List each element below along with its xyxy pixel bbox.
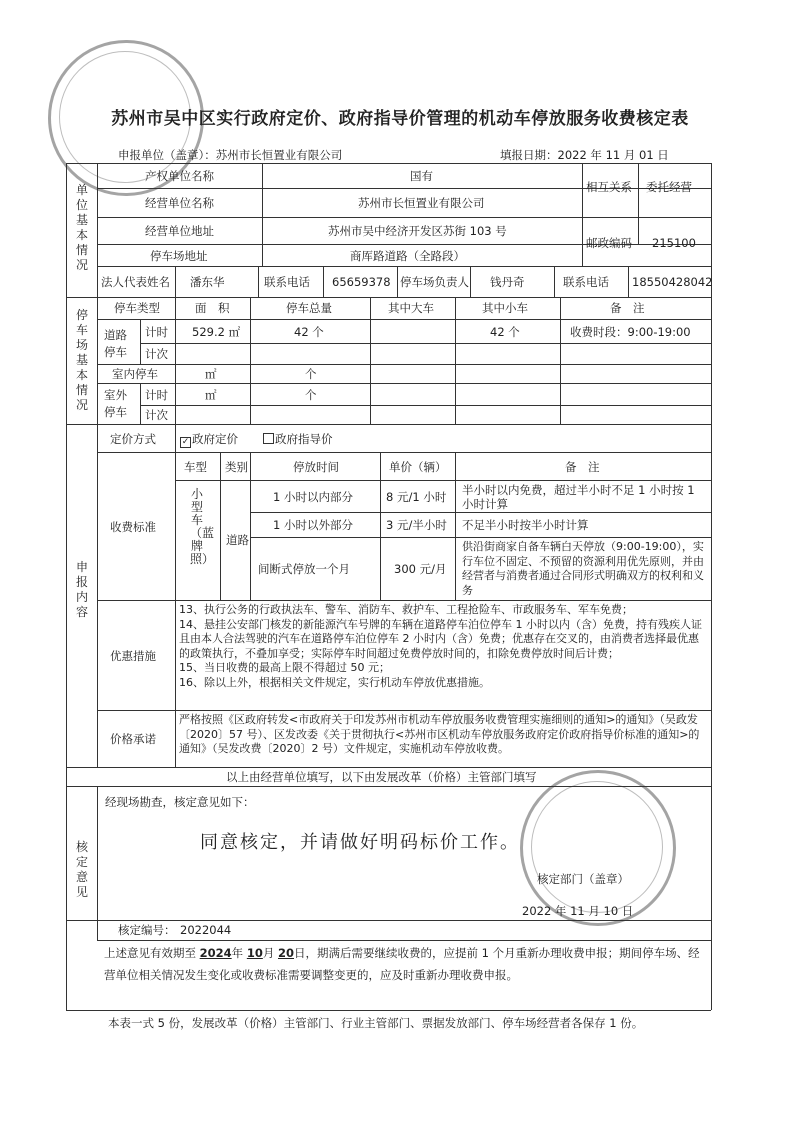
- fee-header-vehicle: 车型: [184, 460, 207, 474]
- fee-row-3-note: 供沿街商家自备车辆白天停放（9:00-19:00），实行车位不固定、不预留的资源利用优先原则，并由经营者与消费者通过合同形式明确双方的权利和义务: [462, 540, 704, 597]
- legal-rep-label: 法人代表姓名: [101, 275, 170, 289]
- vehicle-type: 小型车（蓝牌照）: [190, 487, 215, 566]
- indoor-area-value: ㎡: [205, 367, 217, 381]
- phone2-value: 18550428042: [632, 275, 713, 289]
- approval-number-label: 核定编号：: [118, 923, 176, 937]
- operator-label: 经营单位名称: [145, 196, 214, 210]
- validity-day: 20: [278, 946, 295, 960]
- owner-label: 产权单位名称: [145, 169, 214, 183]
- postcode-label: 邮政编码: [586, 236, 632, 250]
- handwritten-opinion: 同意核定，并请做好明码标价工作。: [200, 832, 520, 853]
- fee-standard-label: 收费标准: [110, 520, 156, 534]
- declaration-label: 申报内容: [75, 560, 88, 619]
- checked-box-icon: ✓: [181, 437, 190, 447]
- validity-text: [104, 942, 704, 986]
- commitment-label: 价格承诺: [110, 732, 156, 746]
- road-area-value: 529.2 ㎡: [192, 325, 241, 339]
- fee-row-1-time: 1 小时以内部分: [273, 490, 353, 504]
- approval-label: 核定意见: [75, 840, 88, 899]
- validity-post: 日，期满后需要继续收费的，应提前 1 个月重新办理收费申报；期间停车场、经营单位相关情况发生变化或收费标准需要调整变更的，应及时重新办理收费申报。: [104, 946, 700, 982]
- approval-intro: 经现场勘查，核定意见如下：: [105, 795, 255, 809]
- road-small-value: 42 个: [490, 325, 520, 339]
- fee-row-1-price: 8 元/1 小时: [386, 490, 447, 504]
- address-value: 苏州市吴中经济开发区苏街 103 号: [328, 224, 507, 238]
- gov-set-option: [180, 432, 238, 448]
- fee-header-note: 备 注: [565, 460, 600, 474]
- unchecked-box-icon: [263, 433, 274, 444]
- relation-label: 相互关系: [586, 180, 632, 194]
- fee-row-3-time: 间断式停放一个月: [258, 562, 350, 576]
- fee-row-3-price: 300 元/月: [394, 562, 447, 576]
- document-title: 苏州市吴中区实行政府定价、政府指导价管理的机动车停放服务收费核定表: [111, 109, 689, 129]
- postcode-value: 215100: [652, 236, 696, 250]
- fee-row-1-note: 半小时以内免费，超过半小时不足 1 小时按 1 小时计算: [462, 483, 695, 511]
- phone-value: 65659378: [332, 275, 391, 289]
- parking-header-area: 面 积: [195, 301, 230, 315]
- validity-year-unit: 年: [231, 946, 244, 960]
- outdoor-area-value: ㎡: [205, 388, 217, 402]
- pricing-method-label: 定价方式: [110, 432, 156, 446]
- lot-address-label: 停车场地址: [150, 249, 208, 263]
- discount-item: 15、当日收费的最高上限不得超过 50 元；: [179, 661, 390, 674]
- discount-item: 16、除以上外，根据相关文件规定，实行机动车停放优惠措施。: [179, 675, 490, 689]
- road-total-value: 42 个: [294, 325, 324, 339]
- operator-value: 苏州市长恒置业有限公司: [358, 196, 485, 210]
- gov-guide-option: [263, 432, 333, 446]
- phone2-label: 联系电话: [563, 275, 609, 289]
- owner-value: 国有: [410, 169, 433, 183]
- report-date: 填报日期：2022 年 11 月 01 日: [500, 148, 669, 162]
- commitment-text: 严格按照《区政府转发<市政府关于印发苏州市机动车停放服务收费管理实施细则的通知>的通知》（吴政发〔2020〕57 号）、区发改委《关于贯彻执行<苏州市区机动车停放服务政府定价政府指导价标准的通知>的通知》（吴发改费〔2020〕2 号）文件规定，实施机动车停放收费。: [179, 713, 700, 755]
- parking-info-label: 停车场基本情况: [75, 308, 88, 412]
- relation-value: 委托经营: [646, 180, 692, 194]
- approval-seal: [520, 770, 676, 926]
- lot-manager-label: 停车场负责人: [400, 275, 469, 289]
- fee-row-2-time: 1 小时以外部分: [273, 518, 353, 532]
- parking-header-note: 备 注: [610, 301, 645, 315]
- road-charge-hours: 收费时段：9:00-19:00: [570, 325, 691, 339]
- outdoor-parking-label: 室外停车: [104, 388, 127, 419]
- validity-pre: 上述意见有效期至: [104, 946, 196, 960]
- parking-header-large: 其中大车: [388, 301, 434, 315]
- validity-month: 10: [246, 946, 263, 960]
- approval-date: 2022 年 11 月 10 日: [522, 904, 634, 918]
- gov-set-label: 政府定价: [192, 432, 238, 446]
- approval-number: 2022044: [180, 923, 232, 937]
- parking-header-type: 停车类型: [114, 301, 160, 315]
- legal-rep-value: 潘东华: [190, 275, 225, 289]
- parking-header-small: 其中小车: [482, 301, 528, 315]
- validity-month-unit: 月: [262, 946, 275, 960]
- indoor-parking-label: 室内停车: [112, 367, 158, 381]
- address-label: 经营单位地址: [145, 224, 214, 238]
- discount-label: 优惠措施: [110, 649, 156, 663]
- applicant-unit: 申报单位（盖章）：苏州市长恒置业有限公司: [118, 148, 343, 162]
- road-count-label: 计次: [145, 347, 168, 361]
- indoor-total-value: 个: [305, 367, 317, 381]
- fee-header-price: 单价（辆）: [389, 460, 447, 474]
- footer-note: 本表一式 5 份，发展改革（价格）主管部门、行业主管部门、票据发放部门、停车场经营者各保存 1 份。: [108, 1016, 644, 1030]
- road-parking-label: 道路停车: [104, 328, 127, 359]
- discount-list: [179, 603, 707, 690]
- outdoor-total-value: 个: [305, 388, 317, 402]
- fee-header-category: 类别: [225, 460, 248, 474]
- road-timed-label: 计时: [145, 325, 168, 339]
- lot-address-value: 商厍路道路（全路段）: [350, 249, 465, 263]
- parking-header-total: 停车总量: [286, 301, 332, 315]
- validity-year: 2024: [199, 946, 232, 960]
- vehicle-category: 道路: [226, 533, 249, 547]
- outdoor-count-label: 计次: [145, 408, 168, 422]
- fee-row-2-note: 不足半小时按半小时计算: [462, 518, 589, 532]
- discount-item: 14、悬挂公安部门核发的新能源汽车号牌的车辆在道路停车泊位停车 1 小时以内（含）免费，持有残疾人证且由本人合法驾驶的汽车在道路停车泊位停车 2 小时内（含）免费；优惠存在交叉的，由消费者选择最优惠的政策执行，不叠加享受；实际停车时间超过免费停放时间的，扣除免费停放时间后计费；: [179, 617, 702, 660]
- fee-row-2-price: 3 元/半小时: [386, 518, 447, 532]
- discount-item: 13、执行公务的行政执法车、警车、消防车、救护车、工程抢险车、市政服务车、军车免费；: [179, 603, 633, 616]
- unit-info-label: 单位基本情况: [75, 183, 88, 272]
- gov-guide-label: 政府指导价: [275, 432, 333, 446]
- outdoor-timed-label: 计时: [145, 388, 168, 402]
- approval-dept: 核定部门（盖章）: [537, 872, 629, 886]
- fee-header-time: 停放时间: [293, 460, 339, 474]
- lot-manager-value: 钱丹奇: [490, 275, 525, 289]
- phone-label: 联系电话: [264, 275, 310, 289]
- divider-note: 以上由经营单位填写，以下由发展改革（价格）主管部门填写: [226, 770, 537, 784]
